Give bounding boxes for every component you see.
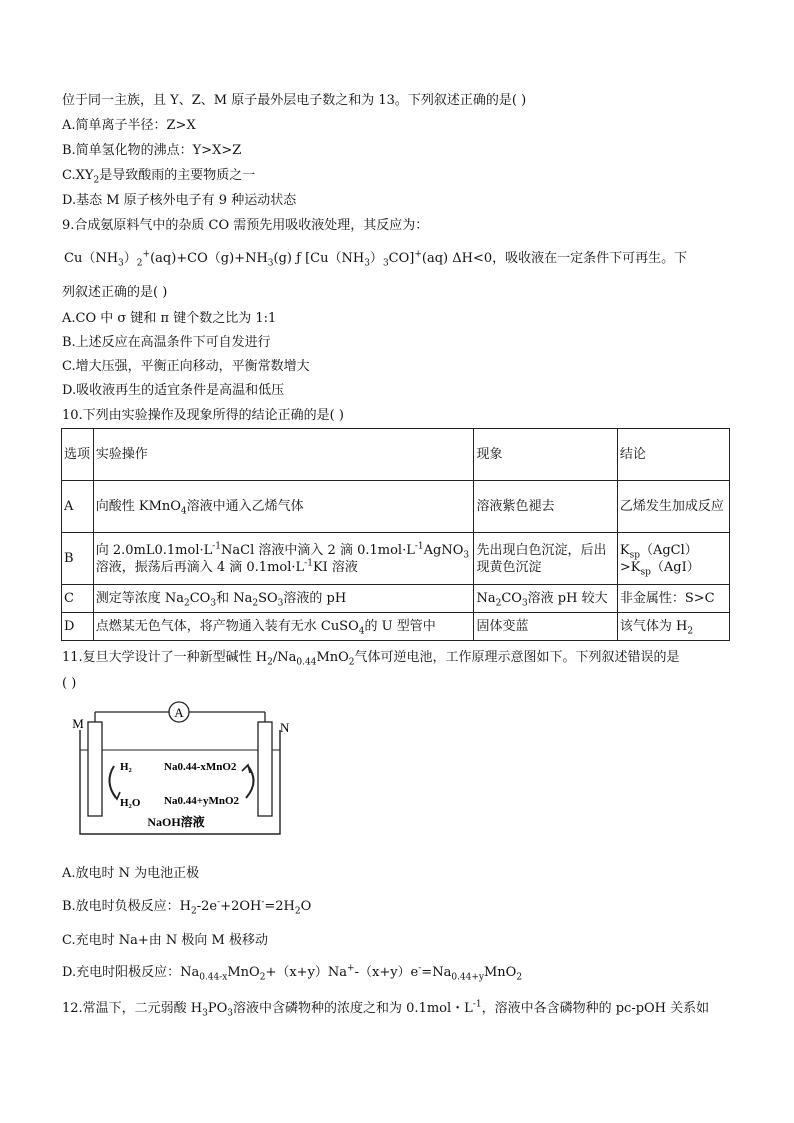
q11-stem: 11.复旦大学设计了一种新型碱性 $H_2/Na_{0.44}MnO_2$气体可逆电池，工作原理示意图如下。下列叙述错误的是 xyxy=(62,650,680,668)
row-d-conclusion: 该气体为 $H_2$ xyxy=(617,613,729,641)
row-b-phenomenon: 先出现白色沉淀，后出现黄色沉淀 xyxy=(474,533,617,585)
row-b-option: B xyxy=(62,533,94,585)
row-b-conclusion: $K_{sp}(AgCl)>K_{sp}(AgI)$ xyxy=(617,533,729,585)
electrode-m-label: M xyxy=(72,716,84,731)
row-a-phenomenon: 溶液紫色褪去 xyxy=(474,481,617,533)
header-conclusion: 结论 xyxy=(617,429,729,481)
left-arrowhead-icon xyxy=(113,792,120,799)
q9-equation: $Cu(NH_3)_2^+(aq)+CO(g)+NH_3(g)$ ƒ $[Cu(NH_3)_3CO]^+(aq)$ ΔH<0，吸收液在一定条件下可再生。下 xyxy=(64,249,688,269)
q12-stem: 12.常温下，二元弱酸 $H_3PO_3$溶液中含磷物种的浓度之和为 0.1mol・$L^{-1}$，溶液中各含磷物种的 pc-pOH 关系如 xyxy=(62,999,710,1019)
q8-option-b: B.简单氢化物的沸点：Y>X>Z xyxy=(62,143,242,158)
table-row xyxy=(62,481,730,533)
row-c-conclusion: 非金属性：S>C xyxy=(617,585,729,613)
h2-label: H₂ xyxy=(120,761,132,773)
top-species-label: Na0.44-xMnO2 xyxy=(164,761,237,773)
table-row xyxy=(62,533,730,585)
table-row xyxy=(62,613,730,641)
row-a-conclusion: 乙烯发生加成反应 xyxy=(617,481,729,533)
electrode-n-label: N xyxy=(280,720,290,735)
row-c-phenomenon: $Na_2CO_3$溶液 pH 较大 xyxy=(474,585,617,613)
q11-stem-cont: ( ) xyxy=(62,676,77,691)
q9-option-b: B.上述反应在高温条件下可自发进行 xyxy=(62,335,271,350)
q8-option-a: A.简单离子半径：Z>X xyxy=(62,118,196,133)
q9-option-c: C.增大压强，平衡正向移动，平衡常数增大 xyxy=(62,359,310,374)
q11-option-b: B.放电时负极反应：$H_2-2e^-+2OH^-=2H_2O$ xyxy=(62,897,312,917)
experiment-table xyxy=(61,428,730,641)
electrode-m xyxy=(88,722,102,816)
q8-stem: 位于同一主族，且 Y、Z、M 原子最外层电子数之和为 13。下列叙述正确的是( ) xyxy=(62,93,527,108)
row-d-option: D xyxy=(62,613,94,641)
row-a-option: A xyxy=(62,481,94,533)
q11-option-a: A.放电时 N 为电池正极 xyxy=(62,866,200,881)
electrolyte-label: NaOH溶液 xyxy=(147,815,205,829)
battery-diagram xyxy=(62,698,302,843)
header-phenomenon: 现象 xyxy=(474,429,617,481)
header-option: 选项 xyxy=(62,429,94,481)
table-row xyxy=(62,585,730,613)
q11-option-d: D.充电时阳极反应：$Na_{0.44-x}MnO_2+(x+y)Na^+-(x+y)e^-=Na_{0.44+y}MnO_2$ xyxy=(62,963,523,983)
row-b-operation: 向 $2.0mL0.1mol\cdot L^{-1}NaCl$ 溶液中滴入 2 滴 $0.1mol\cdot L^{-1}AgNO_3$溶液，振荡后再滴入 4 滴 $0.1mol\cdot L^{-1}KI$ 溶液 xyxy=(93,533,474,585)
row-c-operation: 测定等浓度 $Na_2CO_3$和 $Na_2SO_3$溶液的 pH xyxy=(93,585,474,613)
row-c-option: C xyxy=(62,585,94,613)
bottom-species-label: Na0.44+yMnO2 xyxy=(164,795,240,807)
h2o-label: H₂O xyxy=(120,797,141,809)
row-a-operation: 向酸性 KMnO$_4$溶液中通入乙烯气体 xyxy=(93,481,474,533)
row-d-operation: 点燃某无色气体，将产物通入装有无水 CuSO$_4$的 U 型管中 xyxy=(93,613,474,641)
header-operation: 实验操作 xyxy=(93,429,474,481)
q8-option-c: $C.XY_2$是导致酸雨的主要物质之一 xyxy=(62,168,256,186)
right-arrowhead-icon xyxy=(242,765,250,773)
ammeter-label: A xyxy=(174,705,184,720)
q8-option-d: D.基态 M 原子核外电子有 9 种运动状态 xyxy=(62,193,297,208)
q9-stem-cont: 列叙述正确的是( ) xyxy=(62,285,168,300)
row-d-phenomenon: 固体变蓝 xyxy=(474,613,617,641)
table-header-row xyxy=(62,429,730,481)
q9-option-d: D.吸收液再生的适宜条件是高温和低压 xyxy=(62,383,285,398)
q11-option-c: C.充电时 Na+由 N 极向 M 极移动 xyxy=(62,933,268,948)
q9-stem: 9.合成氨原料气中的杂质 CO 需预先用吸收液处理，其反应为： xyxy=(62,218,429,233)
q10-stem: 10.下列由实验操作及现象所得的结论正确的是( ) xyxy=(62,408,344,423)
electrode-n xyxy=(258,722,272,816)
q9-option-a: A.CO 中 σ 键和 π 键个数之比为 1:1 xyxy=(62,311,277,326)
